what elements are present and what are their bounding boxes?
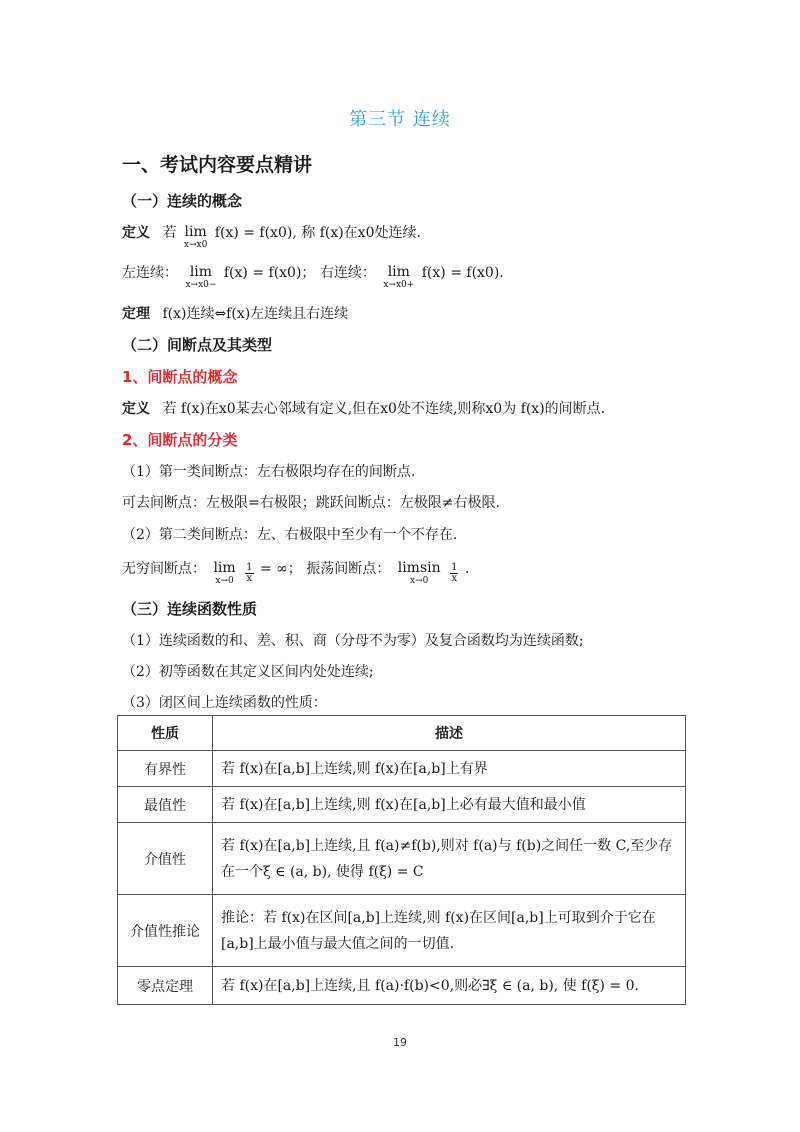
left-limit-subscript: x→x0−: [185, 280, 217, 290]
table-row: [118, 787, 686, 823]
left-continuity-label: 左连续：: [122, 265, 178, 281]
continuity-theorem: [122, 303, 348, 323]
oscillating-limit-expression: [398, 561, 441, 586]
property-1: （1）连续函数的和、差、积、商（分母不为零）及复合函数均为连续函数;: [122, 633, 584, 649]
second-kind-examples: [122, 558, 469, 586]
right-continuity-equation: f(x) = f(x0).: [421, 265, 504, 281]
closed-interval-properties-table: [117, 715, 686, 1005]
theorem-text: f(x)连续⇔f(x)左连续且右连续: [162, 306, 349, 322]
header-property: 性质: [118, 716, 213, 751]
limit-operator: lim: [184, 224, 207, 240]
infinite-limit-expression: [213, 561, 235, 586]
row-name: 介值性推论: [118, 895, 213, 967]
page-number: 19: [393, 1036, 407, 1049]
right-limit-operator: lim: [387, 264, 410, 280]
heading-discontinuity-classification: 2、间断点的分类: [122, 431, 238, 449]
definition-conclusion: 称 f(x)在x0处连续.: [301, 225, 421, 241]
one-sided-continuity: [122, 262, 504, 290]
row-description: 若 f(x)在[a,b]上连续,则 f(x)在[a,b]上有界: [213, 751, 686, 787]
subsection-heading-properties: （三）连续函数性质: [122, 600, 258, 618]
row-description: 若 f(x)在[a,b]上连续,且 f(a)·f(b)<0,则必∃ξ ∈ (a, b), 使 f(ξ) = 0.: [213, 967, 686, 1005]
discontinuity-definition: [122, 398, 605, 418]
table-row: [118, 823, 686, 895]
left-limit-expression: [185, 265, 216, 290]
heading-discontinuity-concept: 1、间断点的概念: [122, 368, 238, 386]
definition-label: 定义: [122, 225, 150, 241]
infinite-discontinuity-label: 无穷间断点：: [122, 561, 206, 577]
property-3: （3）闭区间上连续函数的性质：: [122, 695, 327, 711]
row-name: 零点定理: [118, 967, 213, 1005]
infinite-limit-operator: lim: [213, 560, 236, 576]
fraction-numerator-2: 1: [451, 562, 458, 573]
definition-label-2: 定义: [122, 401, 150, 417]
limit-subscript: x→x0: [183, 240, 208, 250]
right-limit-expression: [383, 265, 414, 290]
theorem-label: 定理: [122, 306, 150, 322]
oscillating-limit-subscript: x→0: [410, 576, 429, 586]
oscillating-end: .: [464, 561, 470, 577]
table-row: [118, 895, 686, 967]
fraction-denominator-2: x: [451, 573, 458, 584]
section-title: 第三节 连续: [349, 109, 451, 130]
table-row: [118, 751, 686, 787]
row-description: 若 f(x)在[a,b]上连续,且 f(a)≠f(b),则对 f(a)与 f(b)之间任一数 C,至少存在一个ξ ∈ (a, b), 使得 f(ξ) = C: [213, 823, 686, 895]
oscillating-discontinuity-label: 振荡间断点：: [306, 561, 391, 577]
property-2: （2）初等函数在其定义区间内处处连续;: [122, 664, 374, 680]
first-kind-detail: 可去间断点：左极限=右极限；跳跃间断点：左极限≠右极限.: [122, 495, 500, 511]
table-header-row: [118, 716, 686, 751]
row-name: 介值性: [118, 823, 213, 895]
discontinuity-definition-text: 若 f(x)在x0某去心邻域有定义,但在x0处不连续,则称x0为 f(x)的间断点.: [162, 401, 606, 417]
definition-prefix: 若: [162, 225, 177, 241]
fraction-denominator: x: [246, 573, 253, 584]
table-row: [118, 967, 686, 1005]
infinite-limit-result: = ∞；: [259, 561, 302, 577]
definition-equation: f(x) = f(x0),: [214, 225, 297, 241]
fraction-numerator: 1: [246, 562, 253, 573]
header-description: 描述: [213, 716, 686, 751]
fraction-one-over-x-2: [450, 563, 458, 584]
row-name: 有界性: [118, 751, 213, 787]
infinite-limit-subscript: x→0: [215, 576, 234, 586]
row-description: 推论：若 f(x)在区间[a,b]上连续,则 f(x)在区间[a,b]上可取到介于它在[a,b]上最小值与最大值之间的一切值.: [213, 895, 686, 967]
row-description: 若 f(x)在[a,b]上连续,则 f(x)在[a,b]上必有最大值和最小值: [213, 787, 686, 823]
row-name: 最值性: [118, 787, 213, 823]
oscillating-limit-operator: limsin: [397, 560, 441, 576]
limit-expression: [184, 225, 207, 250]
chapter-heading: 一、考试内容要点精讲: [122, 154, 313, 176]
second-kind-discontinuity: （2）第二类间断点：左、右极限中至少有一个不存在.: [122, 527, 458, 543]
subsection-heading-continuity-concept: （一）连续的概念: [122, 192, 243, 210]
left-limit-operator: lim: [189, 264, 213, 280]
fraction-one-over-x: [245, 563, 253, 584]
left-continuity-equation: f(x) = f(x0)；: [223, 265, 316, 281]
subsection-heading-discontinuity: （二）间断点及其类型: [122, 336, 273, 354]
continuity-definition: [122, 222, 421, 250]
right-limit-subscript: x→x0+: [383, 280, 415, 290]
first-kind-discontinuity: （1）第一类间断点：左右极限均存在的间断点.: [122, 464, 416, 480]
right-continuity-label: 右连续：: [319, 265, 376, 281]
